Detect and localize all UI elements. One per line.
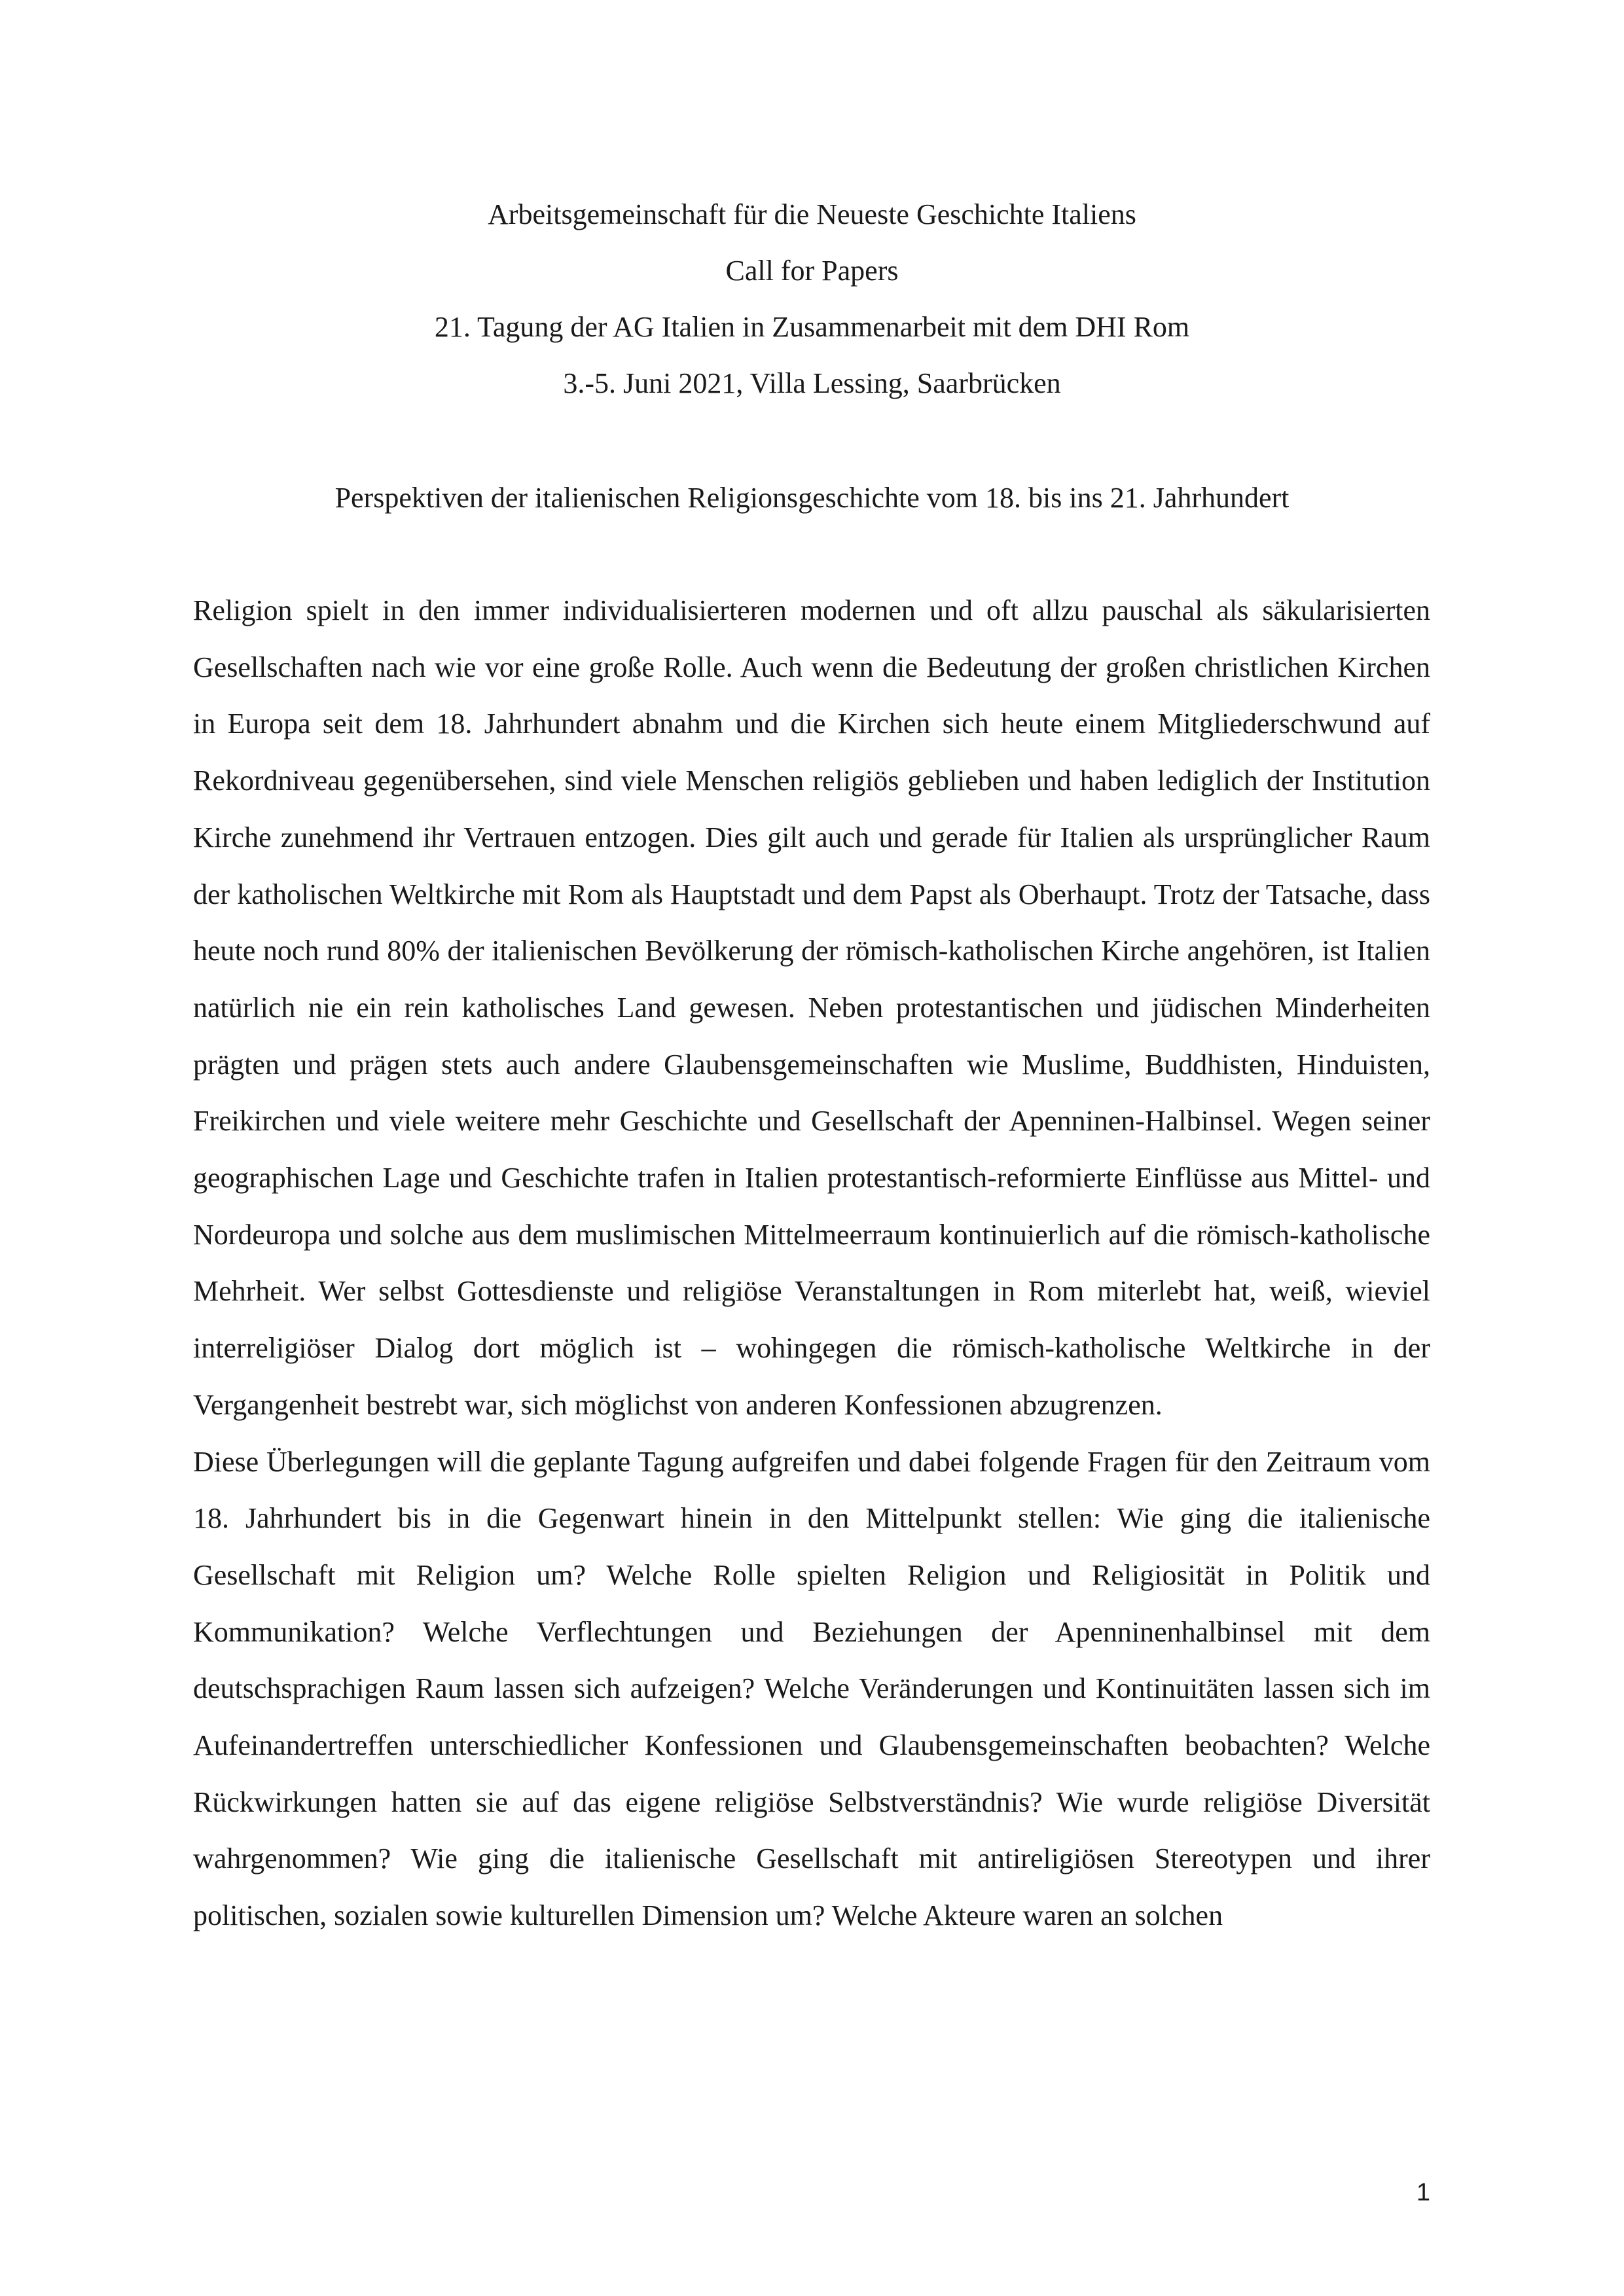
page-number: 1	[1416, 2179, 1430, 2206]
body-paragraph: Diese Überlegungen will die geplante Tagung aufgreifen und dabei folgende Fragen für den Zeitraum vom 18. Jahrhundert bis in die Gegenwart hinein in den Mittelpunkt stellen: Wie ging die italienische Gesellschaft mit Religion um? Welche Rolle spielten Religion und Religiosität in Politik und Kommunikation? Welche Verflechtungen und Beziehungen der Apenninenhalbinsel mit dem deutschsprachigen Raum lassen sich aufzeigen? Welche Veränderungen und Kontinuitäten lassen sich im Aufeinandertreffen unterschiedlicher Konfessionen und Glaubensgemeinschaften beobachten? Welche Rückwirkungen hatten sie auf das eigene religiöse Selbstverständnis? Wie wurde religiöse Diversität wahrgenommen? Wie ging die italienische Gesellschaft mit antireligiösen Stereotypen und ihrer politischen, sozialen sowie kulturellen Dimension um? Welche Akteure waren an solchen	[193, 1445, 1430, 1932]
header-date-location: 3.-5. Juni 2021, Villa Lessing, Saarbrücken	[563, 367, 1061, 399]
conference-topic: Perspektiven der italienischen Religionsgeschichte vom 18. bis ins 21. Jahrhundert	[334, 482, 1290, 514]
header-conference: 21. Tagung der AG Italien in Zusammenarbeit mit dem DHI Rom	[434, 311, 1190, 343]
header-organization: Arbeitsgemeinschaft für die Neueste Geschichte Italiens	[488, 198, 1136, 230]
document-body	[193, 583, 1430, 1945]
body-paragraph: Religion spielt in den immer individualisierteren modernen und oft allzu pauschal als säkularisierten Gesellschaften nach wie vor eine große Rolle. Auch wenn die Bedeutung der großen christlichen Kirchen in Europa seit dem 18. Jahrhundert abnahm und die Kirchen sich heute einem Mitgliederschwund auf Rekordniveau gegenübersehen, sind viele Menschen religiös geblieben und haben lediglich der Institution Kirche zunehmend ihr Vertrauen entzogen. Dies gilt auch und gerade für Italien als ursprünglicher Raum der katholischen Weltkirche mit Rom als Hauptstadt und dem Papst als Oberhaupt. Trotz der Tatsache, dass heute noch rund 80% der italienischen Bevölkerung der römisch-katholischen Kirche angehören, ist Italien natürlich nie ein rein katholisches Land gewesen. Neben protestantischen und jüdischen Minderheiten prägten und prägen stets auch andere Glaubensgemeinschaften wie Muslime, Buddhisten, Hinduisten, Freikirchen und viele weitere mehr Geschichte und Gesellschaft der Apenninen-Halbinsel. Wegen seiner geographischen Lage und Geschichte trafen in Italien protestantisch-reformierte Einflüsse aus Mittel- und Nordeuropa und solche aus dem muslimischen Mittelmeerraum kontinuierlich auf die römisch-katholische Mehrheit. Wer selbst Gottesdienste und religiöse Veranstaltungen in Rom miterlebt hat, weiß, wieviel interreligiöser Dialog dort möglich ist – wohingegen die römisch-katholische Weltkirche in der Vergangenheit bestrebt war, sich möglichst von anderen Konfessionen abzugrenzen.	[193, 594, 1430, 1421]
document-header	[0, 187, 1624, 412]
header-call-for-papers: Call for Papers	[725, 255, 899, 287]
